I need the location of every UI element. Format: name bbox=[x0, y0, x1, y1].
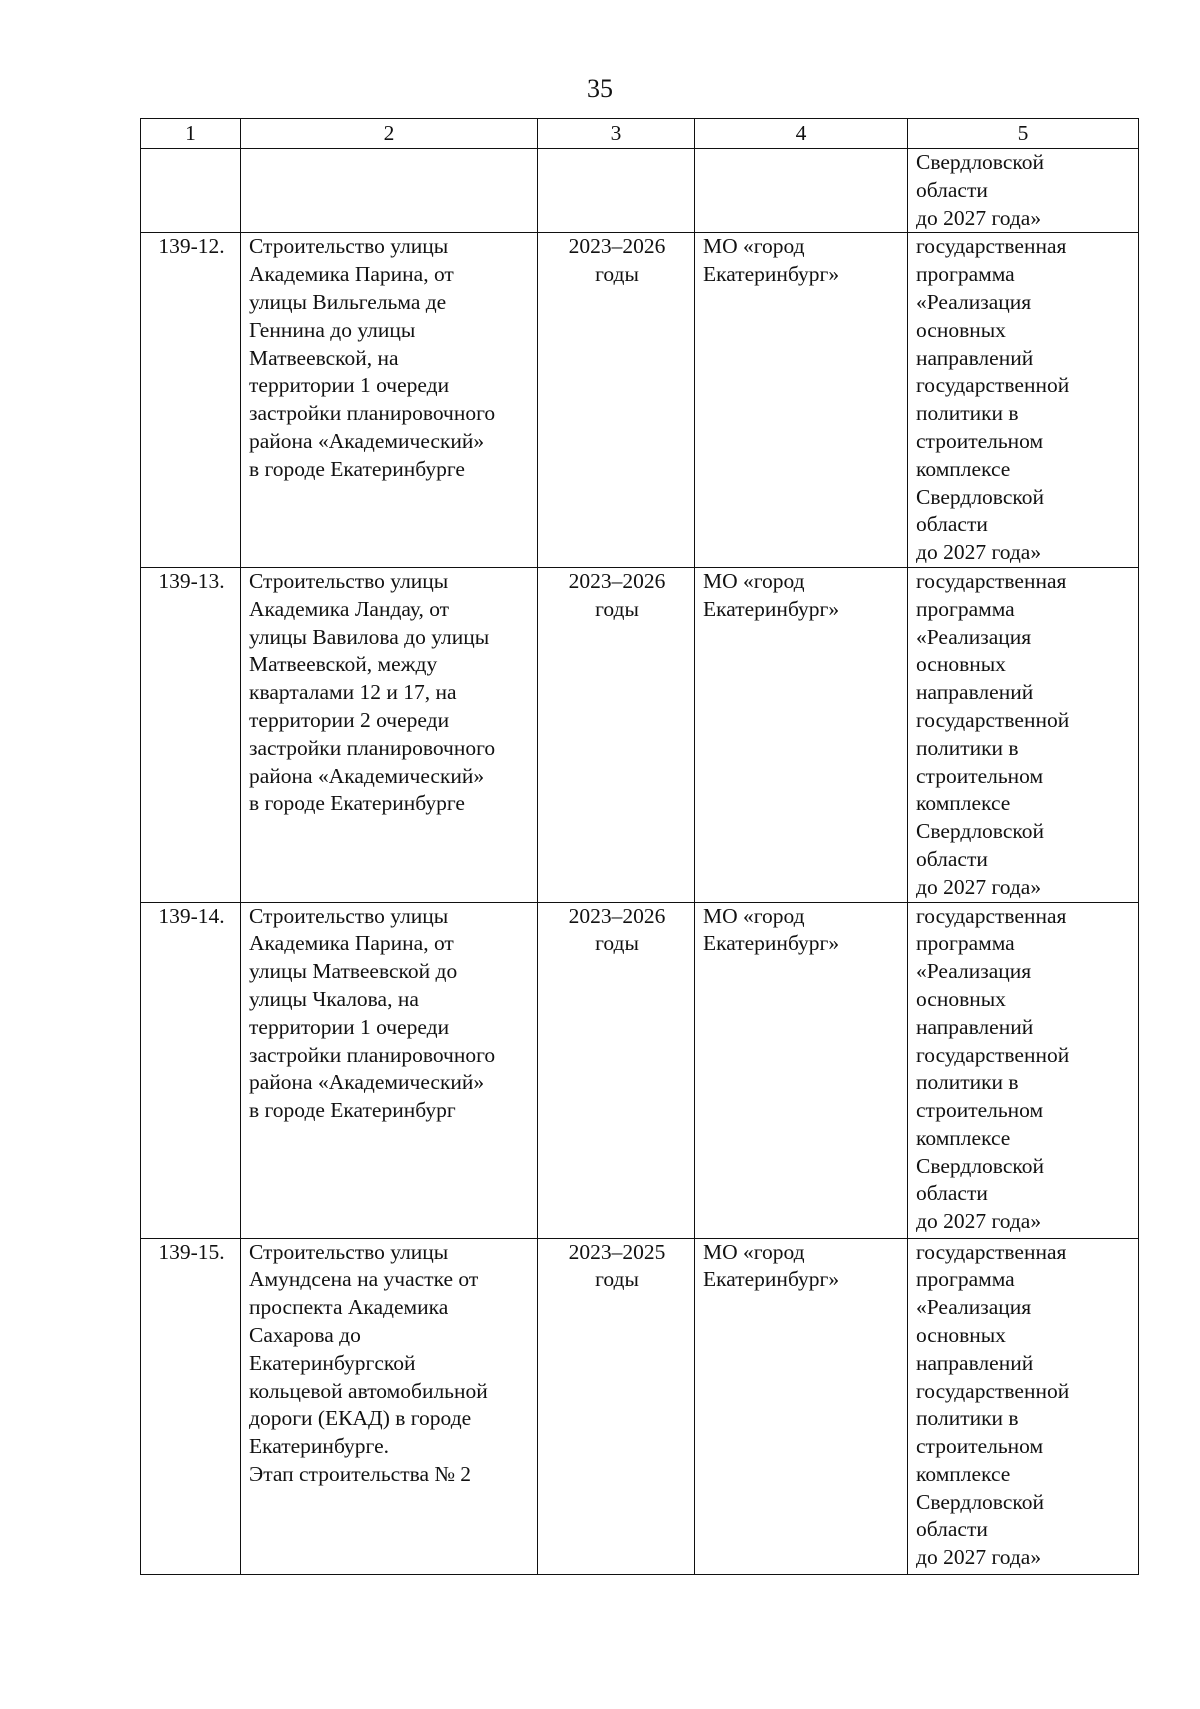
customer-cell bbox=[695, 567, 908, 902]
years-cell bbox=[538, 902, 695, 1238]
cell-line: 2023–2026 bbox=[568, 903, 666, 928]
cell-line: направлений bbox=[916, 680, 1034, 705]
cell-line: политики в bbox=[916, 401, 1019, 426]
cell-line: государственной bbox=[916, 373, 1070, 398]
cell-line: годы bbox=[595, 262, 639, 287]
cell-line: годы bbox=[595, 931, 639, 956]
cell-line: улицы Вильгельма де bbox=[249, 289, 447, 314]
cell-line: политики в bbox=[916, 1070, 1019, 1095]
program-cell bbox=[908, 233, 1139, 568]
cell-line: «Реализация bbox=[916, 1295, 1032, 1320]
cell-line: государственной bbox=[916, 707, 1070, 732]
cell-line: программа bbox=[916, 596, 1015, 621]
cell-line: направлений bbox=[916, 345, 1034, 370]
cell-line: комплексе bbox=[916, 1461, 1011, 1486]
cell-line: государственная bbox=[916, 903, 1067, 928]
cell-line: района «Академический» bbox=[249, 1070, 485, 1095]
cell-line: строительном bbox=[916, 428, 1044, 453]
cell-line: политики в bbox=[916, 1406, 1019, 1431]
cell-line: улицы Матвеевской до bbox=[249, 959, 458, 984]
cell-line: Строительство улицы bbox=[249, 234, 449, 259]
table-row bbox=[141, 1238, 1139, 1574]
cell-line: территории 1 очереди bbox=[249, 1014, 450, 1039]
cell-line: Свердловской bbox=[916, 150, 1044, 174]
project-name-cell bbox=[241, 1238, 538, 1574]
cell-line: Свердловской bbox=[916, 1489, 1044, 1514]
cell-line: государственная bbox=[916, 1239, 1067, 1264]
cell-line: комплексе bbox=[916, 1125, 1011, 1150]
cell-line: улицы Вавилова до улицы bbox=[249, 624, 490, 649]
cell-line: строительном bbox=[916, 1098, 1044, 1123]
cell-line: программа bbox=[916, 931, 1015, 956]
continuation-program-cell bbox=[908, 149, 1139, 233]
cell-line: направлений bbox=[916, 1350, 1034, 1375]
cell-line: территории 2 очереди bbox=[249, 707, 450, 732]
program-cell bbox=[908, 902, 1139, 1238]
cell-line: области bbox=[916, 1181, 988, 1206]
cell-line: Свердловской bbox=[916, 819, 1044, 844]
cell-line: Строительство улицы bbox=[249, 568, 449, 593]
cell-line: Строительство улицы bbox=[249, 1239, 449, 1264]
cell-line: основных bbox=[916, 1322, 1006, 1347]
cell-line: государственной bbox=[916, 1378, 1070, 1403]
cell-line: в городе Екатеринбург bbox=[249, 1098, 456, 1123]
table-row bbox=[141, 567, 1139, 902]
cell-line: Свердловской bbox=[916, 1153, 1044, 1178]
cell-line: строительном bbox=[916, 1434, 1044, 1459]
cell-line: улицы Чкалова, на bbox=[249, 986, 419, 1011]
cell-line: области bbox=[916, 177, 988, 202]
customer-cell bbox=[695, 902, 908, 1238]
cell-line: основных bbox=[916, 652, 1006, 677]
cell-line: Екатеринбург» bbox=[703, 262, 840, 287]
cell-line: МО «город bbox=[703, 234, 805, 259]
cell-line: застройки планировочного bbox=[249, 735, 496, 760]
project-name-cell bbox=[241, 902, 538, 1238]
cell-line: до 2027 года» bbox=[916, 540, 1042, 565]
customer-cell bbox=[695, 233, 908, 568]
cell-line: 2023–2026 bbox=[568, 568, 666, 593]
cell-line: «Реализация bbox=[916, 289, 1032, 314]
cell-line: «Реализация bbox=[916, 959, 1032, 984]
project-name-cell bbox=[241, 567, 538, 902]
row-number: 139-14. bbox=[141, 902, 241, 1238]
cell-line: комплексе bbox=[916, 456, 1011, 481]
cell-line: государственная bbox=[916, 234, 1067, 259]
table-header-row bbox=[141, 119, 1139, 149]
cell-line: Амундсена на участке от bbox=[249, 1267, 479, 1292]
cell-line: Матвеевской, между bbox=[249, 652, 438, 677]
cell-line: до 2027 года» bbox=[916, 1209, 1042, 1234]
header-col-2: 2 bbox=[241, 119, 538, 149]
cell-line: района «Академический» bbox=[249, 763, 485, 788]
cell-line: МО «город bbox=[703, 1239, 805, 1264]
cell-line: «Реализация bbox=[916, 624, 1032, 649]
continuation-col-1 bbox=[141, 149, 241, 233]
cell-line: Сахарова до bbox=[249, 1322, 361, 1347]
project-name-cell bbox=[241, 233, 538, 568]
program-cell bbox=[908, 567, 1139, 902]
cell-line: дороги (ЕКАД) в городе bbox=[249, 1406, 472, 1431]
cell-line: годы bbox=[595, 1267, 639, 1292]
cell-line: в городе Екатеринбурге bbox=[249, 456, 465, 481]
cell-line: строительном bbox=[916, 763, 1044, 788]
cell-line: Геннина до улицы bbox=[249, 317, 416, 342]
cell-line: 2023–2026 bbox=[568, 234, 666, 259]
cell-line: Академика Парина, от bbox=[249, 262, 454, 287]
cell-line: Строительство улицы bbox=[249, 903, 449, 928]
table-row-continuation bbox=[141, 149, 1139, 233]
cell-line: Академика Парина, от bbox=[249, 931, 454, 956]
cell-line: государственная bbox=[916, 568, 1067, 593]
continuation-col-2 bbox=[241, 149, 538, 233]
cell-line: основных bbox=[916, 317, 1006, 342]
header-col-4: 4 bbox=[695, 119, 908, 149]
program-cell bbox=[908, 1238, 1139, 1574]
customer-cell bbox=[695, 1238, 908, 1574]
cell-line: 2023–2025 bbox=[568, 1239, 666, 1264]
cell-line: годы bbox=[595, 596, 639, 621]
years-cell bbox=[538, 567, 695, 902]
cell-line: МО «город bbox=[703, 568, 805, 593]
row-number: 139-13. bbox=[141, 567, 241, 902]
continuation-col-3 bbox=[538, 149, 695, 233]
cell-line: программа bbox=[916, 1267, 1015, 1292]
cell-line: Екатеринбурге. bbox=[249, 1434, 390, 1459]
row-number: 139-15. bbox=[141, 1238, 241, 1574]
cell-line: до 2027 года» bbox=[916, 205, 1042, 230]
cell-line: до 2027 года» bbox=[916, 1545, 1042, 1570]
cell-line: комплексе bbox=[916, 791, 1011, 816]
cell-line: основных bbox=[916, 986, 1006, 1011]
cell-line: в городе Екатеринбурге bbox=[249, 791, 465, 816]
projects-table bbox=[140, 118, 1139, 1575]
cell-line: кварталами 12 и 17, на bbox=[249, 680, 457, 705]
cell-line: области bbox=[916, 512, 988, 537]
cell-line: политики в bbox=[916, 735, 1019, 760]
header-col-1: 1 bbox=[141, 119, 241, 149]
years-cell bbox=[538, 233, 695, 568]
years-cell bbox=[538, 1238, 695, 1574]
cell-line: направлений bbox=[916, 1014, 1034, 1039]
cell-line: Академика Ландау, от bbox=[249, 596, 450, 621]
cell-line: Екатеринбургской bbox=[249, 1350, 416, 1375]
header-col-3: 3 bbox=[538, 119, 695, 149]
cell-line: кольцевой автомобильной bbox=[249, 1378, 488, 1403]
cell-line: МО «город bbox=[703, 903, 805, 928]
cell-line: Екатеринбург» bbox=[703, 931, 840, 956]
cell-line: до 2027 года» bbox=[916, 874, 1042, 899]
cell-line: программа bbox=[916, 262, 1015, 287]
cell-line: Екатеринбург» bbox=[703, 596, 840, 621]
cell-line: района «Академический» bbox=[249, 428, 485, 453]
cell-line: Матвеевской, на bbox=[249, 345, 399, 370]
table-row bbox=[141, 233, 1139, 568]
page-number: 35 bbox=[587, 74, 613, 103]
row-number: 139-12. bbox=[141, 233, 241, 568]
cell-line: территории 1 очереди bbox=[249, 373, 450, 398]
continuation-col-4 bbox=[695, 149, 908, 233]
cell-line: застройки планировочного bbox=[249, 1042, 496, 1067]
cell-line: застройки планировочного bbox=[249, 401, 496, 426]
cell-line: области bbox=[916, 1517, 988, 1542]
cell-line: Свердловской bbox=[916, 484, 1044, 509]
cell-line: государственной bbox=[916, 1042, 1070, 1067]
cell-line: Этап строительства № 2 bbox=[249, 1461, 472, 1486]
table-row bbox=[141, 902, 1139, 1238]
cell-line: проспекта Академика bbox=[249, 1295, 449, 1320]
cell-line: области bbox=[916, 846, 988, 871]
header-col-5: 5 bbox=[908, 119, 1139, 149]
cell-line: Екатеринбург» bbox=[703, 1267, 840, 1292]
